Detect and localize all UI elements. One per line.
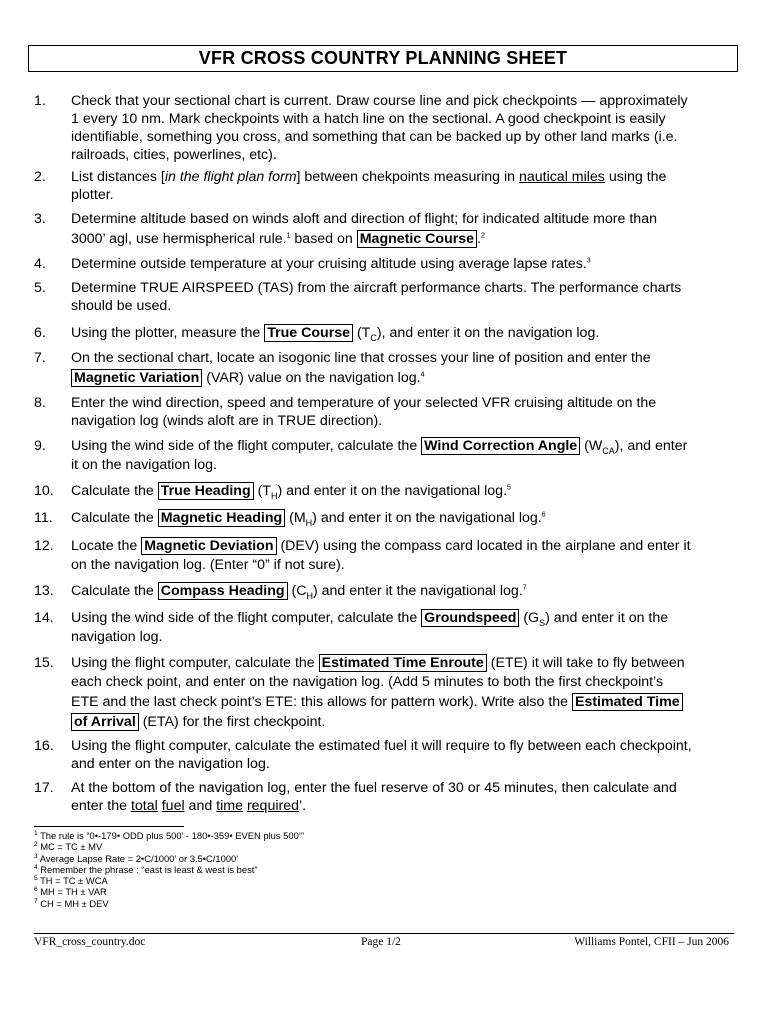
item-number: 13. [34, 583, 54, 599]
item-text: 3000’ agl, use hermispherical rule. [71, 231, 287, 247]
item-text: List distances [ [71, 169, 165, 185]
item-text: ) and enter it on the navigational log. [277, 483, 508, 499]
item-text: navigation log. [71, 629, 163, 645]
keyword-magnetic-variation: Magnetic Variation [71, 369, 202, 387]
keyword-true-heading: True Heading [158, 482, 254, 500]
item-text-underlined: time [216, 798, 243, 814]
item-text: Check that your sectional chart is current. Draw course line and pick checkpoints — approximately [71, 93, 688, 109]
subscript: H [305, 517, 313, 528]
item-text: Using the wind side of the flight computer, calculate the [71, 438, 422, 454]
keyword-true-course: True Course [264, 324, 353, 342]
footer-filename: VFR_cross_country.doc [34, 936, 146, 948]
item-number: 3. [34, 211, 46, 227]
item-text: (T [253, 483, 271, 499]
item-text: ), and enter [614, 438, 688, 454]
item-text: (W [580, 438, 603, 454]
item-text: (DEV) using the compass card located in the airplane and enter it [276, 538, 691, 554]
item-text: enter the [71, 798, 131, 814]
item-text: (VAR) value on the navigation log. [202, 370, 421, 386]
item-number: 4. [34, 256, 46, 272]
item-number: 17. [34, 780, 54, 796]
item-text: ) and enter it on the navigational log. [312, 510, 542, 526]
item-number: 14. [34, 610, 54, 626]
keyword-groundspeed: Groundspeed [421, 609, 519, 627]
footnote-ref: 2 [481, 232, 485, 240]
item-text-underlined: nautical miles [518, 169, 605, 185]
item-text: 1 every 10 nm. Mark checkpoints with a hatch line on the sectional. A good checkpoint is easily [71, 111, 666, 127]
item-text: and [184, 798, 217, 814]
item-text: Determine altitude based on winds aloft and direction of flight; for indicated altitude more than [71, 211, 657, 227]
item-text: it on the navigation log. [71, 457, 217, 473]
item-text: each check point, and enter on the navigation log. (Add 5 minutes to both the first checkpoint’s [71, 674, 664, 690]
item-text: navigation log (winds aloft are in TRUE direction). [71, 413, 383, 429]
item-text: on the navigation log. (Enter “0” if not sure). [71, 557, 345, 573]
item-number: 5. [34, 280, 46, 296]
item-text: should be used. [71, 298, 172, 314]
item-text: ) and enter it on the [545, 610, 669, 626]
item-text: Using the flight computer, calculate the [71, 655, 319, 671]
footnotes [34, 830, 304, 909]
item-text: (C [287, 583, 307, 599]
footnote-ref: 5 [507, 484, 511, 492]
item-text: Using the flight computer, calculate the estimated fuel it will require to fly between each checkpoint, [71, 738, 692, 754]
item-text: and enter on the navigation log. [71, 756, 270, 772]
footnote: $^7$ CH = MH ± DEV [34, 897, 109, 909]
item-number: 12. [34, 538, 54, 554]
item-text: based on [290, 231, 357, 247]
item-text: identifiable, something you cross, and something that can be backed up by other land marks (i.e. [71, 129, 678, 145]
footnote: $^5$ TH = TC ± WCA [34, 875, 108, 887]
item-text: Calculate the [71, 510, 158, 526]
item-text: ] between chekpoints measuring in [296, 169, 519, 185]
item-text: ETE and the last check point’s ETE: this allows for pattern work). Write also the [71, 694, 572, 710]
keyword-estimated-time-of-arrival: Estimated Time [572, 693, 683, 711]
item-text: (M [285, 510, 306, 526]
footnote-ref: 1 [286, 232, 291, 240]
item-text: plotter. [71, 187, 114, 203]
footer-author: Williams Pontel, CFII – Jun 2006 [574, 936, 729, 948]
item-number: 6. [34, 325, 46, 341]
item-text: (ETE) it will take to fly between [486, 655, 685, 671]
subscript: H [270, 490, 278, 501]
subscript: C [370, 332, 377, 343]
item-number: 7. [34, 350, 46, 366]
footer-divider [34, 933, 734, 934]
item-number: 9. [34, 438, 46, 454]
item-text: Calculate the [71, 483, 158, 499]
item-number: 15. [34, 655, 54, 671]
footnote-ref: 6 [541, 511, 546, 519]
item-text: At the bottom of the navigation log, enter the fuel reserve of 30 or 45 minutes, then calculate and [71, 780, 677, 796]
item-number: 1. [34, 93, 46, 109]
item-text-underlined: required [246, 798, 299, 814]
keyword-compass-heading: Compass Heading [158, 582, 288, 600]
item-text: Calculate the [71, 583, 158, 599]
keyword-wind-correction-angle: Wind Correction Angle [421, 437, 580, 455]
subscript: CA [602, 445, 615, 456]
footnote-divider [34, 826, 184, 827]
page-title: VFR CROSS COUNTRY PLANNING SHEET [28, 45, 738, 72]
item-text: On the sectional chart, locate an isogonic line that crosses your line of position and enter the [71, 350, 651, 366]
subscript: H [306, 590, 313, 601]
item-text: ), and enter it on the navigation log. [376, 325, 600, 341]
footnote: $^1$ The rule is “0•-179• ODD plus 500’ - 180•-359• EVEN plus 500’” [34, 829, 305, 841]
keyword-magnetic-course: Magnetic Course [357, 230, 477, 248]
footnote: $^4$ Remember the phrase : “east is least & west is best” [34, 863, 258, 875]
subscript: S [539, 617, 546, 628]
keyword-estimated-time-of-arrival: of Arrival [71, 713, 139, 731]
item-text-italic: in the flight plan form [164, 169, 297, 185]
item-text: Enter the wind direction, speed and temperature of your selected VFR cruising altitude on the [71, 395, 657, 411]
footnote: $^3$ Average Lapse Rate = 2•C/1000’ or 3.5•C/1000’ [34, 852, 239, 864]
item-text-underlined: total [130, 798, 158, 814]
footnote-ref: 7 [522, 584, 527, 592]
item-text: (T [353, 325, 371, 341]
item-number: 10. [34, 483, 54, 499]
item-text: . [477, 231, 481, 247]
item-text: using the [604, 169, 667, 185]
item-text: Locate the [71, 538, 142, 554]
keyword-magnetic-deviation: Magnetic Deviation [141, 537, 276, 555]
item-text: Determine TRUE AIRSPEED (TAS) from the aircraft performance charts. The performance charts [71, 280, 682, 296]
item-text: ) and enter it the navigational log. [312, 583, 523, 599]
item-text: ’. [299, 798, 307, 814]
footnote: $^6$ MH = TH ± VAR [34, 886, 107, 898]
footnote-ref: 3 [586, 257, 591, 265]
keyword-estimated-time-enroute: Estimated Time Enroute [319, 654, 487, 672]
keyword-magnetic-heading: Magnetic Heading [158, 509, 285, 527]
item-text: Using the plotter, measure the [71, 325, 265, 341]
footnote: $^2$ MC = TC ± MV [34, 841, 103, 853]
item-number: 11. [34, 510, 53, 526]
item-text: Determine outside temperature at your cruising altitude using average lapse rates. [71, 256, 587, 272]
footer-page-number: Page 1/2 [361, 936, 401, 948]
item-number: 2. [34, 169, 46, 185]
item-text-underlined: fuel [161, 798, 185, 814]
item-text: railroads, cities, powerlines, etc). [71, 147, 277, 163]
item-text: Using the wind side of the flight computer, calculate the [71, 610, 422, 626]
item-number: 8. [34, 395, 46, 411]
item-number: 16. [34, 738, 54, 754]
item-text: (ETA) for the first checkpoint. [138, 714, 326, 730]
item-text: (G [519, 610, 540, 626]
footnote-ref: 4 [420, 371, 425, 379]
